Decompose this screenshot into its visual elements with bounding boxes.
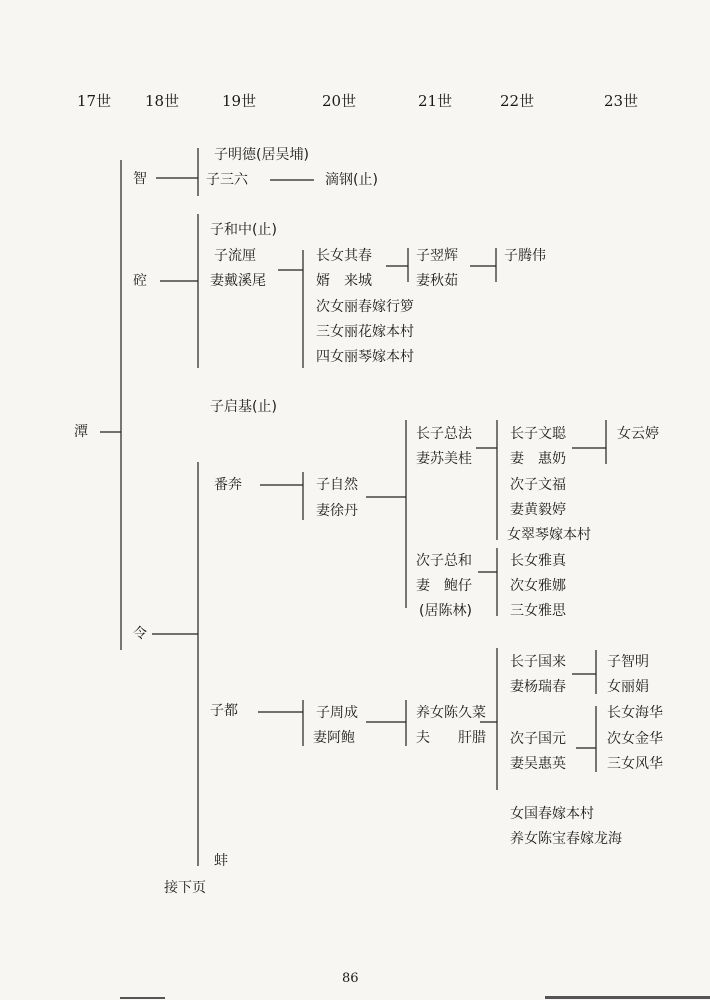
member-laicheng: 婿 来城 <box>316 273 372 289</box>
member-sanliu: 子三六 <box>206 172 248 188</box>
scan-mark <box>120 997 165 999</box>
member-yangruichun: 妻杨瑞春 <box>510 679 566 695</box>
member-zonghe-residence: (居陈林) <box>419 603 472 619</box>
member-yazhen: 长女雅真 <box>510 553 566 569</box>
member-yihui: 子翌辉 <box>416 248 458 264</box>
member-hezhong: 子和中(止) <box>210 222 277 238</box>
member-zonghe: 次子总和 <box>416 553 472 569</box>
member-cuiqin: 女翠琴嫁本村 <box>507 527 591 543</box>
member-wencong: 长子文聪 <box>510 426 566 442</box>
generation-header-19: 19世 <box>222 92 257 110</box>
member-jinhua: 次女金华 <box>607 731 663 747</box>
member-xudan: 妻徐丹 <box>316 503 358 519</box>
member-guochun: 女国春嫁本村 <box>510 806 594 822</box>
member-guoyuan: 次子国元 <box>510 731 566 747</box>
member-mingde: 子明德(居吴埔) <box>214 147 309 163</box>
member-huangyiting: 妻黄毅婷 <box>510 502 566 518</box>
generation-header-21: 21世 <box>418 92 453 110</box>
member-tengwei: 子腾伟 <box>504 248 546 264</box>
member-zhoucheng: 子周成 <box>316 705 358 721</box>
member-liuli-wife: 妻戴溪尾 <box>210 273 266 289</box>
member-haihua: 长女海华 <box>607 705 663 721</box>
generation-header-17: 17世 <box>77 92 112 110</box>
page-number: 86 <box>342 971 359 986</box>
member-liqin: 四女丽琴嫁本村 <box>316 349 414 365</box>
member-liuli: 子流厘 <box>214 248 256 264</box>
generation-header-23: 23世 <box>604 92 639 110</box>
member-digang: 滴钢(止) <box>325 172 378 188</box>
member-ling: 令 <box>133 626 147 642</box>
member-lijuan: 女丽娟 <box>607 679 649 695</box>
member-ziran: 子自然 <box>316 477 358 493</box>
member-qichun: 长女其春 <box>316 248 372 264</box>
member-wenfu: 次子文福 <box>510 477 566 493</box>
member-qiuru: 妻秋茹 <box>416 273 458 289</box>
member-abao: 妻阿鲍 <box>313 730 355 746</box>
member-lihua: 三女丽花嫁本村 <box>316 324 414 340</box>
member-yunting: 女云婷 <box>617 426 659 442</box>
member-zhi: 智 <box>133 171 147 187</box>
member-fanben: 番奔 <box>214 477 242 493</box>
member-huinai: 妻 惠奶 <box>510 451 566 467</box>
continued-note: 接下页 <box>164 880 206 896</box>
member-zidu: 子都 <box>210 703 238 719</box>
member-cong: 硿 <box>133 273 147 289</box>
member-zongfa: 长子总法 <box>416 426 472 442</box>
scan-mark <box>545 996 710 999</box>
member-ganla: 夫 肝腊 <box>416 730 486 746</box>
member-wuhuiying: 妻吴惠英 <box>510 756 566 772</box>
member-fenghua: 三女风华 <box>607 756 663 772</box>
member-sumeigui: 妻苏美桂 <box>416 451 472 467</box>
member-yasi: 三女雅思 <box>510 603 566 619</box>
member-bang: 蚌 <box>214 853 228 869</box>
member-chenbaochun: 养女陈宝春嫁龙海 <box>510 831 622 847</box>
member-baozai: 妻 鲍仔 <box>416 578 472 594</box>
generation-header-22: 22世 <box>500 92 535 110</box>
member-lichun: 次女丽春嫁行箩 <box>316 299 414 315</box>
member-qiji: 子启基(止) <box>210 399 277 415</box>
generation-header-20: 20世 <box>322 92 357 110</box>
member-yana: 次女雅娜 <box>510 578 566 594</box>
member-chenjiucai: 养女陈久菜 <box>416 705 486 721</box>
root-ancestor: 潭 <box>74 424 88 440</box>
member-guolai: 长子国来 <box>510 654 566 670</box>
member-zhiming: 子智明 <box>607 654 649 670</box>
generation-header-18: 18世 <box>145 92 180 110</box>
